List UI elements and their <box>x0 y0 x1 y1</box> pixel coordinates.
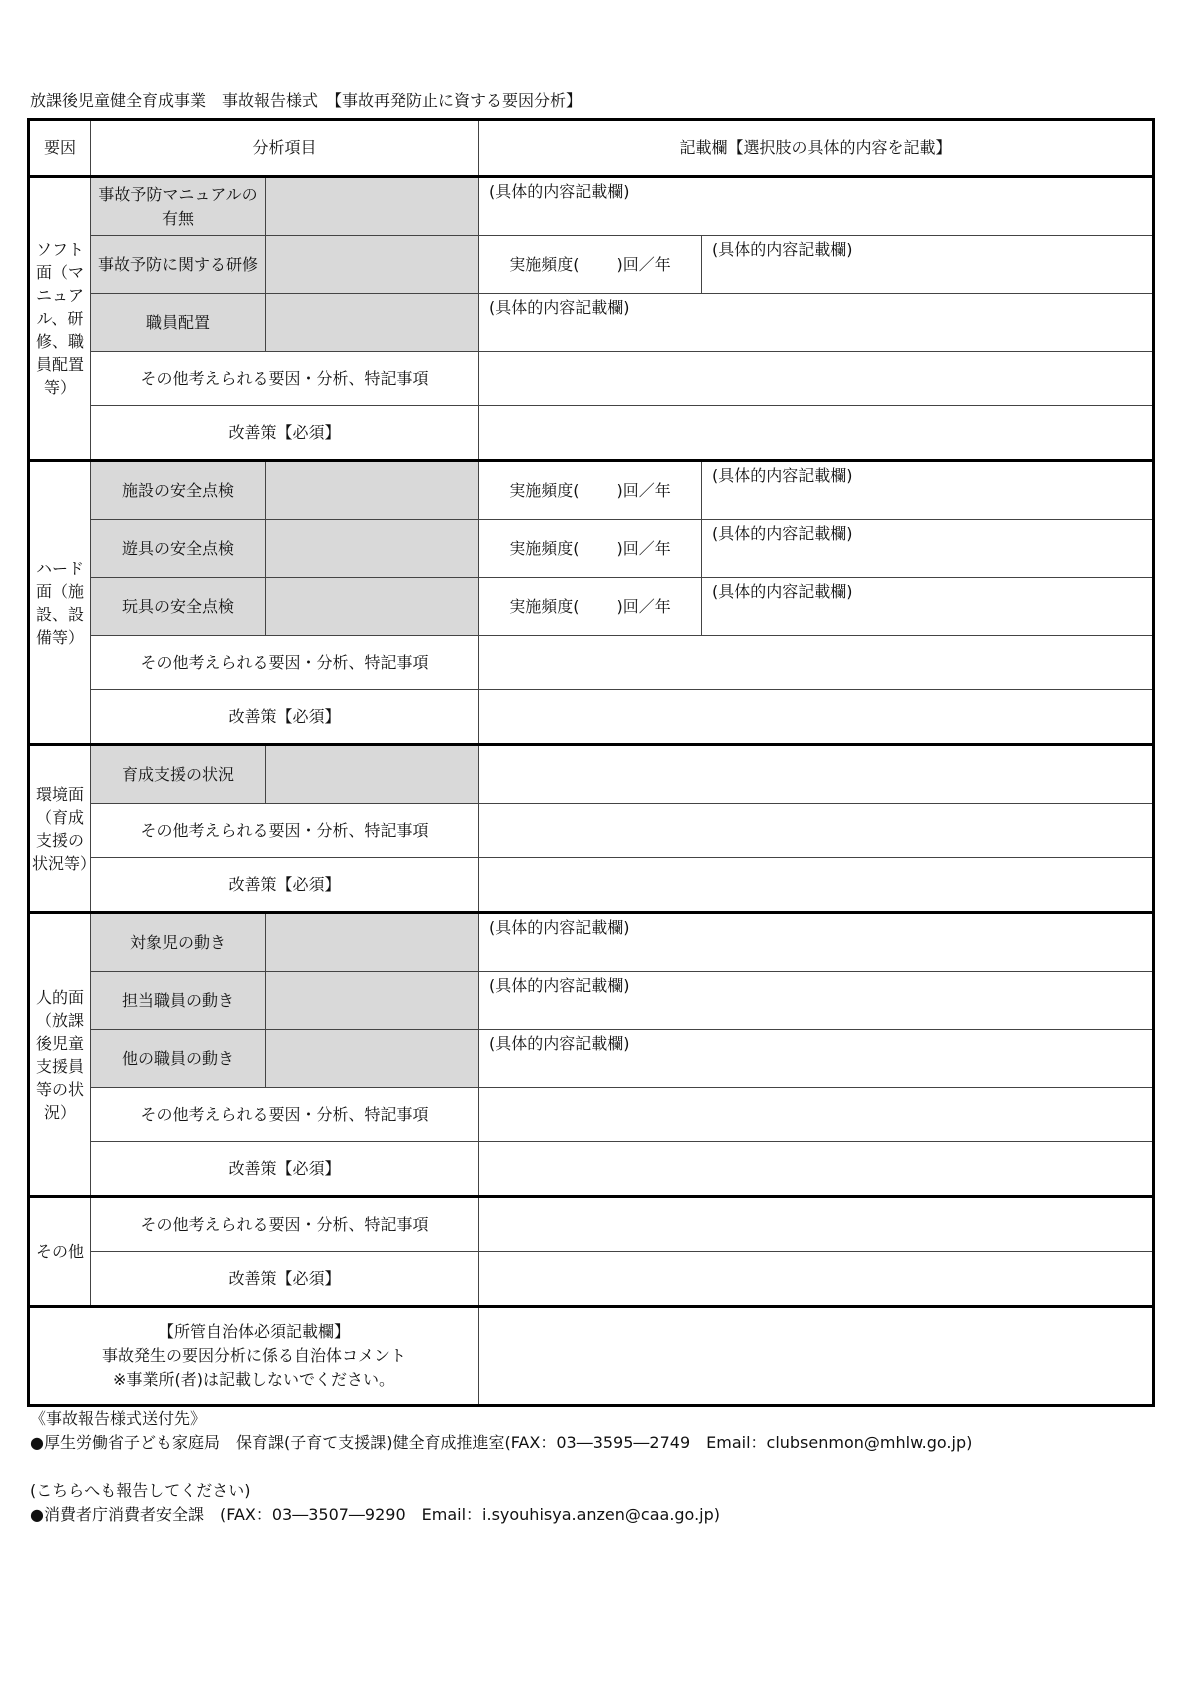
footer-caa: ●消費者庁消費者安全課 (FAX：03―3507―9290 Email：i.syouhisya.anzen@caa.go.jp) <box>30 1505 720 1524</box>
entry-field[interactable] <box>479 858 1154 913</box>
form-title: 放課後児童健全育成事業 事故報告様式 【事故再発防止に資する要因分析】 <box>30 91 583 110</box>
factor-category-label: 人的面（放課後児童支援員等の状況） <box>29 913 91 1197</box>
frequency-field[interactable]: 実施頻度( )回／年 <box>479 461 702 520</box>
selection-field[interactable] <box>266 913 479 972</box>
table-row <box>29 972 1154 1030</box>
analysis-item-label: その他考えられる要因・分析、特記事項 <box>91 804 479 858</box>
factor-category-label: 環境面（育成支援の状況等） <box>29 745 91 913</box>
selection-field[interactable] <box>266 745 479 804</box>
analysis-item-label: その他考えられる要因・分析、特記事項 <box>91 1088 479 1142</box>
header-analysis-item: 分析項目 <box>91 120 479 177</box>
analysis-item-label: 改善策【必須】 <box>91 690 479 745</box>
entry-field[interactable] <box>479 690 1154 745</box>
municipality-comment-row <box>29 1307 1154 1406</box>
selection-field[interactable] <box>266 578 479 636</box>
table-row <box>29 1252 1154 1307</box>
factor-category-label: その他 <box>29 1197 91 1307</box>
header-factor: 要因 <box>29 120 91 177</box>
detail-field[interactable]: (具体的内容記載欄) <box>479 972 1154 1030</box>
selection-field[interactable] <box>266 236 479 294</box>
frequency-field[interactable]: 実施頻度( )回／年 <box>479 578 702 636</box>
entry-field[interactable] <box>479 804 1154 858</box>
selection-field[interactable] <box>266 461 479 520</box>
entry-field[interactable] <box>479 1088 1154 1142</box>
entry-field[interactable] <box>479 406 1154 461</box>
table-row <box>29 1030 1154 1088</box>
table-row <box>29 1197 1154 1252</box>
detail-field[interactable]: (具体的内容記載欄) <box>702 520 1154 578</box>
analysis-item-label: 職員配置 <box>91 294 266 352</box>
municipality-comment-field[interactable] <box>479 1307 1154 1406</box>
factor-category-label: ハード面（施設、設備等） <box>29 461 91 745</box>
analysis-item-label: その他考えられる要因・分析、特記事項 <box>91 636 479 690</box>
selection-field[interactable] <box>266 972 479 1030</box>
table-row <box>29 636 1154 690</box>
table-row <box>29 1142 1154 1197</box>
table-row <box>29 858 1154 913</box>
entry-field[interactable] <box>479 1142 1154 1197</box>
analysis-item-label: 改善策【必須】 <box>91 1252 479 1307</box>
detail-field[interactable]: (具体的内容記載欄) <box>702 578 1154 636</box>
analysis-item-label: 改善策【必須】 <box>91 406 479 461</box>
detail-field[interactable]: (具体的内容記載欄) <box>702 236 1154 294</box>
footer-spacer <box>30 1455 1157 1479</box>
table-row <box>29 177 1154 236</box>
table-row <box>29 236 1154 294</box>
table-row <box>29 578 1154 636</box>
detail-field[interactable]: (具体的内容記載欄) <box>479 913 1154 972</box>
detail-field[interactable] <box>479 745 1154 804</box>
analysis-item-label: 他の職員の動き <box>91 1030 266 1088</box>
analysis-item-label: その他考えられる要因・分析、特記事項 <box>91 1197 479 1252</box>
selection-field[interactable] <box>266 294 479 352</box>
analysis-item-label: 事故予防マニュアルの有無 <box>91 177 266 236</box>
analysis-item-label: 対象児の動き <box>91 913 266 972</box>
table-row <box>29 745 1154 804</box>
analysis-item-label: 事故予防に関する研修 <box>91 236 266 294</box>
table-row <box>29 690 1154 745</box>
municipality-comment-line: 事故発生の要因分析に係る自治体コメント <box>101 1346 406 1365</box>
table-row <box>29 461 1154 520</box>
table-row <box>29 406 1154 461</box>
table-row <box>29 520 1154 578</box>
factor-analysis-table <box>27 118 1155 1407</box>
footer-also-report: (こちらへも報告してください) <box>30 1481 251 1500</box>
footer-send-to: 《事故報告様式送付先》 <box>30 1409 207 1428</box>
table-row <box>29 352 1154 406</box>
frequency-field[interactable]: 実施頻度( )回／年 <box>479 520 702 578</box>
detail-field[interactable]: (具体的内容記載欄) <box>479 1030 1154 1088</box>
table-row <box>29 804 1154 858</box>
analysis-item-label: 遊具の安全点検 <box>91 520 266 578</box>
municipality-comment-line: 【所管自治体必須記載欄】 <box>157 1322 350 1341</box>
table-row <box>29 913 1154 972</box>
selection-field[interactable] <box>266 1030 479 1088</box>
frequency-field[interactable]: 実施頻度( )回／年 <box>479 236 702 294</box>
header-entry: 記載欄【選択肢の具体的内容を記載】 <box>479 120 1154 177</box>
footer-mhlw: ●厚生労働省子ども家庭局 保育課(子育て支援課)健全育成推進室(FAX：03―3595―2749 Email：clubsenmon@mhlw.go.jp) <box>30 1433 973 1452</box>
analysis-item-label: 玩具の安全点検 <box>91 578 266 636</box>
table-row <box>29 1088 1154 1142</box>
selection-field[interactable] <box>266 177 479 236</box>
detail-field[interactable]: (具体的内容記載欄) <box>479 294 1154 352</box>
table-row <box>29 294 1154 352</box>
analysis-item-label: その他考えられる要因・分析、特記事項 <box>91 352 479 406</box>
detail-field[interactable]: (具体的内容記載欄) <box>702 461 1154 520</box>
analysis-item-label: 施設の安全点検 <box>91 461 266 520</box>
selection-field[interactable] <box>266 520 479 578</box>
header-row <box>29 120 1154 177</box>
entry-field[interactable] <box>479 636 1154 690</box>
municipality-comment-label <box>29 1307 479 1406</box>
factor-category-label: ソフト面（マニュアル、研修、職員配置等） <box>29 177 91 461</box>
analysis-item-label: 担当職員の動き <box>91 972 266 1030</box>
municipality-comment-line: ※事業所(者)は記載しないでください。 <box>113 1370 395 1389</box>
entry-field[interactable] <box>479 1252 1154 1307</box>
analysis-item-label: 育成支援の状況 <box>91 745 266 804</box>
entry-field[interactable] <box>479 352 1154 406</box>
detail-field[interactable]: (具体的内容記載欄) <box>479 177 1154 236</box>
entry-field[interactable] <box>479 1197 1154 1252</box>
analysis-item-label: 改善策【必須】 <box>91 858 479 913</box>
analysis-item-label: 改善策【必須】 <box>91 1142 479 1197</box>
footer <box>27 1407 1157 1527</box>
